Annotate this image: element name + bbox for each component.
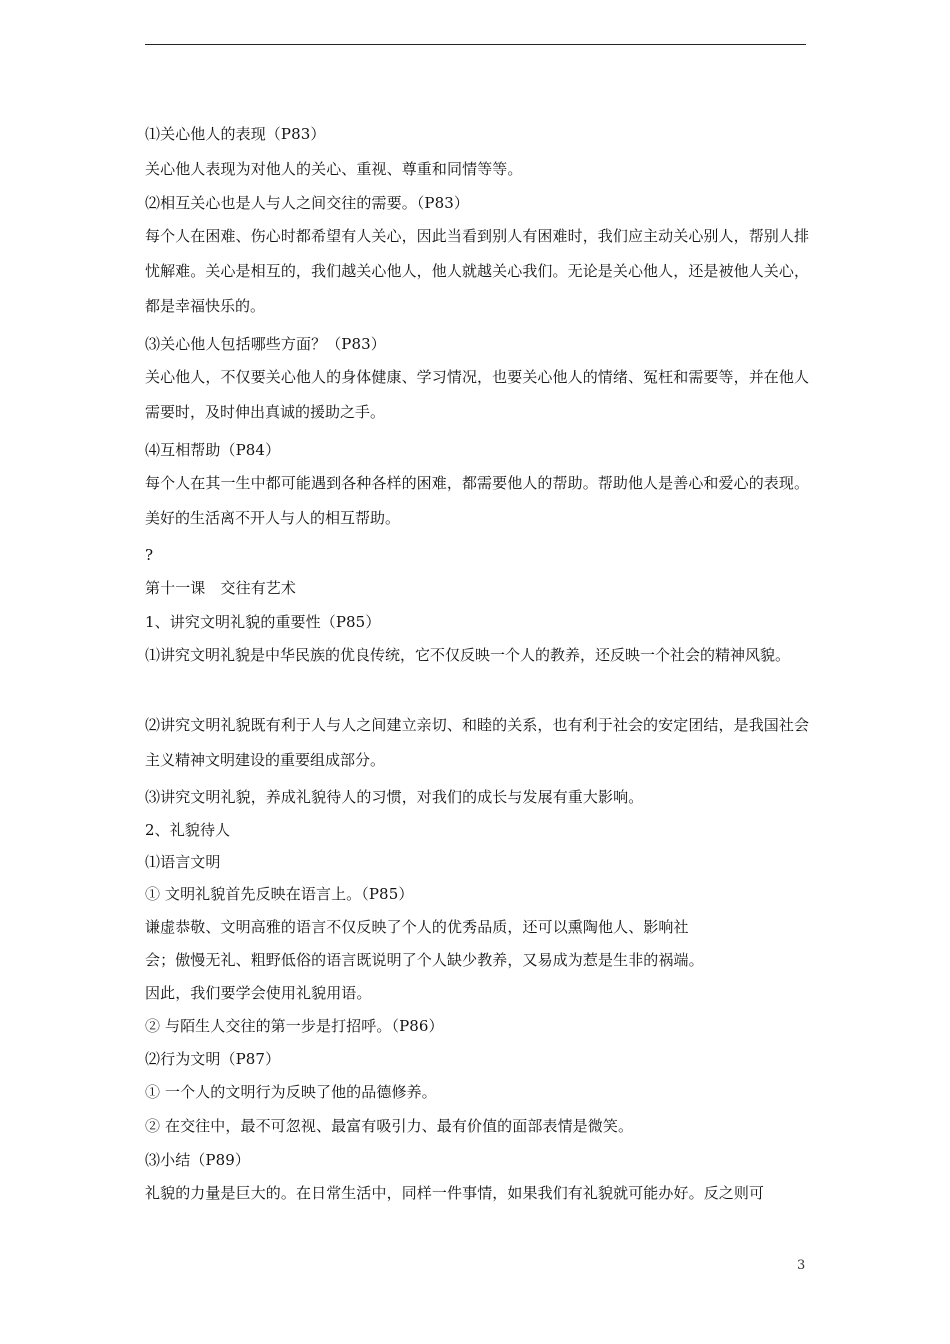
text-line: 谦虚恭敬、文明高雅的语言不仅反映了个人的优秀品质，还可以熏陶他人、影响社 (145, 918, 689, 936)
text-line: 1、讲究文明礼貌的重要性（P85） (145, 613, 381, 631)
paragraph: ⑵讲究文明礼貌既有利于人与人之间建立亲切、和睦的关系，也有利于社会的安定团结，是我国社会主义精神文明建设的重要组成部分。 (145, 716, 809, 769)
page-number: 3 (797, 1258, 806, 1273)
text-line: 关心他人表现为对他人的关心、重视、尊重和同情等等。 (145, 160, 523, 178)
text-line: 礼貌的力量是巨大的。在日常生活中，同样一件事情，如果我们有礼貌就可能办好。反之则可 (145, 1184, 765, 1202)
text-line: ⑶小结（P89） (145, 1151, 250, 1169)
text-line: 2、礼貌待人 (145, 821, 231, 839)
text-line: ⑴语言文明 (145, 853, 221, 871)
paragraph: 每个人在困难、伤心时都希望有人关心，因此当看到别人有困难时，我们应主动关心别人，帮别人排忧解难。关心是相互的，我们越关心他人，他人就越关心我们。无论是关心他人，还是被他人关心，都是幸福快乐的。 (145, 227, 809, 315)
header-rule (145, 44, 806, 45)
text-line: ⑵行为文明（P87） (145, 1050, 281, 1068)
text-line: ② 与陌生人交往的第一步是打招呼。（P86） (145, 1017, 444, 1035)
text-line: ⑶关心他人包括哪些方面？（P83） (145, 335, 386, 353)
text-line: ⑷互相帮助（P84） (145, 441, 281, 459)
text-line: 会；傲慢无礼、粗野低俗的语言既说明了个人缺少教养，又易成为惹是生非的祸端。 (145, 951, 704, 969)
text-line: ① 文明礼貌首先反映在语言上。（P85） (145, 885, 414, 903)
paragraph: 每个人在其一生中都可能遇到各种各样的困难，都需要他人的帮助。帮助他人是善心和爱心的表现。美好的生活离不开人与人的相互帮助。 (145, 474, 809, 527)
text-line: ⑴关心他人的表现（P83） (145, 125, 326, 143)
text-line: ⑶讲究文明礼貌，养成礼貌待人的习惯，对我们的成长与发展有重大影响。 (145, 788, 644, 806)
text-line: ② 在交往中，最不可忽视、最富有吸引力、最有价值的面部表情是微笑。 (145, 1117, 634, 1135)
text-line: ① 一个人的文明行为反映了他的品德修养。 (145, 1083, 437, 1101)
paragraph: ⑴讲究文明礼貌是中华民族的优良传统，它不仅反映一个人的教养，还反映一个社会的精神风貌。 (145, 646, 791, 664)
paragraph: 关心他人，不仅要关心他人的身体健康、学习情况，也要关心他人的情绪、冤枉和需要等，并在他人需要时，及时伸出真诚的援助之手。 (145, 368, 809, 421)
text-line: ⑵相互关心也是人与人之间交往的需要。（P83） (145, 194, 469, 212)
text-line: ? (145, 546, 154, 564)
text-line: 因此，我们要学会使用礼貌用语。 (145, 984, 372, 1002)
text-line: 第十一课 交往有艺术 (145, 579, 297, 597)
